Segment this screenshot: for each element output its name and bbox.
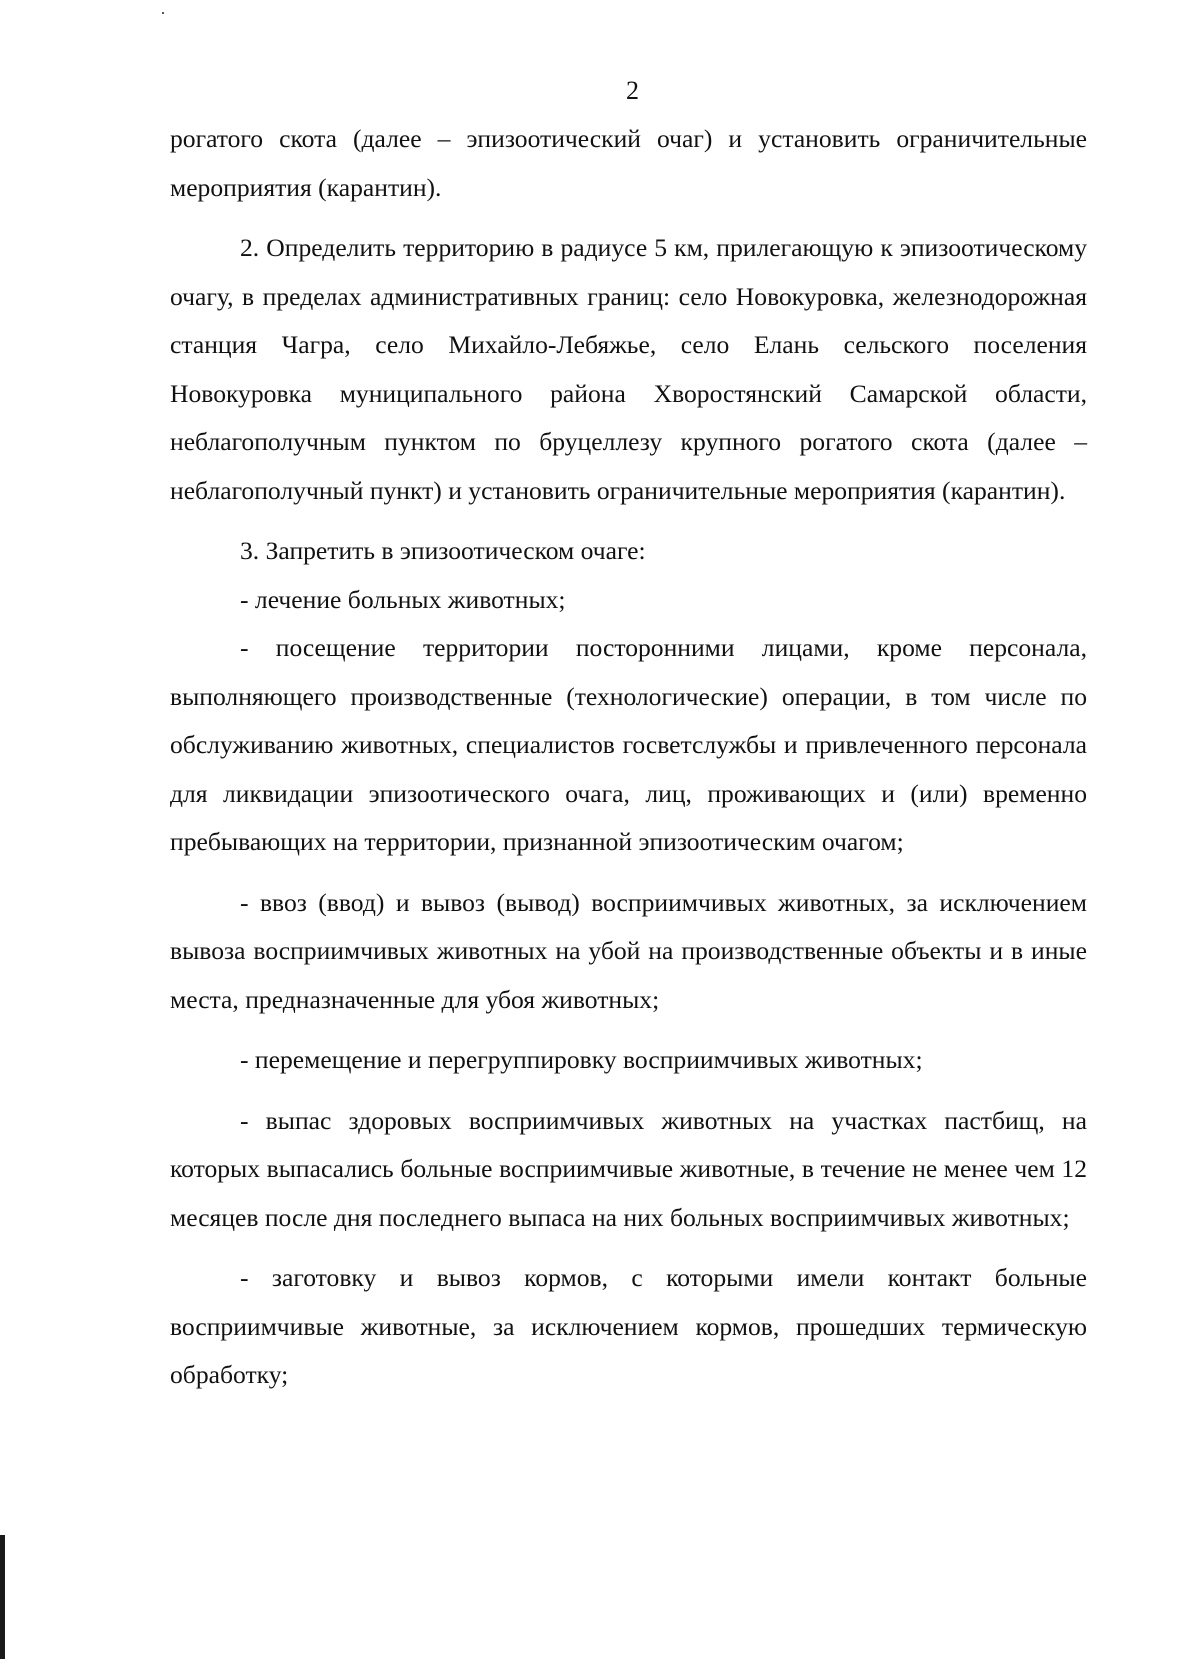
paragraph-item-2: 2. Определить территорию в радиусе 5 км, прилегающую к эпизоотическому очагу, в пределах административных границ: село Новокуровка, железнодорожная станция Чагра, село Михайло-Лебяжье, село Елань сельского поселения Новокуровка муниципального района Хворостянский Самарской области, неблагополучным пунктом по бруцеллезу крупного рогатого скота (далее – неблагополучный пункт) и установить ограничительные мероприятия (карантин). [170,233,1087,505]
scan-edge-mark [0,1535,5,1659]
scan-speck [162,12,164,14]
list-item-feed: - заготовку и вывоз кормов, с которыми имели контакт больные восприимчивые животные, за исключением кормов, прошедших термическую обработку; [170,1263,1087,1389]
document-body [170,115,1087,1400]
list-item-regrouping: - перемещение и перегруппировку восприимчивых животных; [240,1045,923,1074]
list-item-grazing: - выпас здоровых восприимчивых животных на участках пастбищ, на которых выпасались больные восприимчивые животные, в течение не менее чем 12 месяцев после дня последнего выпаса на них больных восприимчивых животных; [170,1105,1087,1232]
page-number: 2 [626,76,639,105]
list-item-visits: - посещение территории посторонними лицами, кроме персонала, выполняющего производственные (технологические) операции, в том числе по обслуживанию животных, специалистов госветслужбы и привлеченного персонала для ликвидации эпизоотического очага, лиц, проживающих и (или) временно пребывающих на территории, признанной эпизоотическим очагом; [170,633,1087,856]
paragraph-continuation: рогатого скота (далее – эпизоотический очаг) и установить ограничительные мероприятия (карантин). [170,124,1087,202]
list-item-import-export: - ввоз (ввод) и вывоз (вывод) восприимчивых животных, за исключением вывоза восприимчивых животных на убой на производственные объекты и в иные места, предназначенные для убоя животных; [170,887,1087,1014]
paragraph-item-3: 3. Запретить в эпизоотическом очаге: [240,536,646,565]
list-item-treatment: - лечение больных животных; [240,584,566,614]
